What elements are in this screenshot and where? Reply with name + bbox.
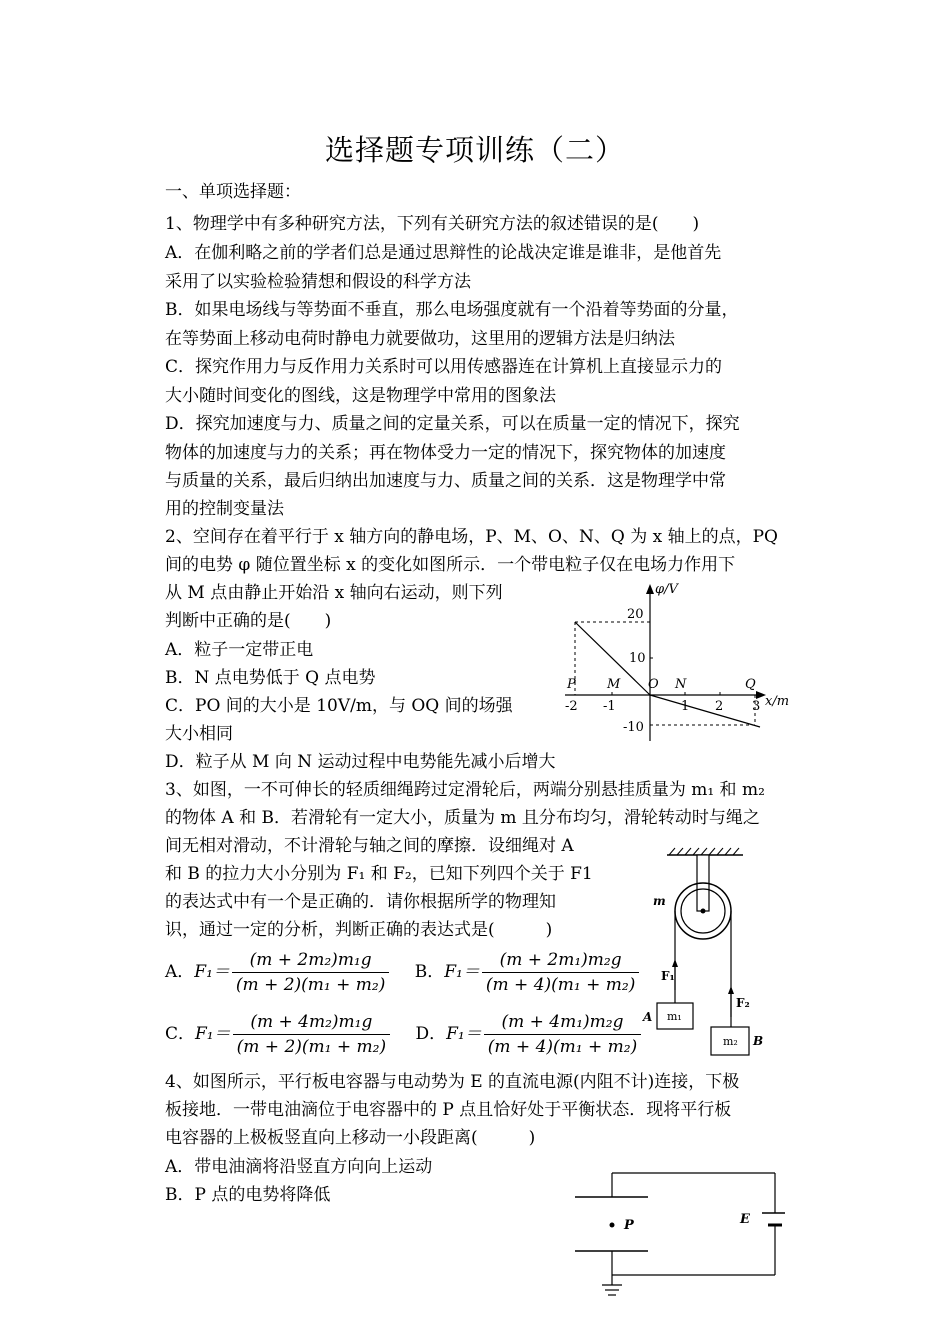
q3-option-b-label: B． [414,962,445,982]
q1-option-d-cont1: 物体的加速度与力的关系；再在物体受力一定的情况下，探究物体的加速度 [165,443,726,463]
y-tick-20: 20 [627,607,644,622]
q4-option-b: B．P 点的电势将降低 [165,1185,331,1205]
x-tick-neg1: -1 [603,699,616,714]
page-title: 选择题专项训练（二） [324,133,625,167]
q3-option-b-denominator: (m + 4)(m₁ + m₂) [485,975,636,995]
x-tick-3: 3 [752,699,761,714]
q3-stem-4: 和 B 的拉力大小分别为 F₁ 和 F₂，已知下列四个关于 F1 [165,864,593,884]
q2-option-a: A．粒子一定带正电 [165,640,314,660]
q3-option-a-fraction [232,950,389,995]
q3-options-row-1 [165,950,641,995]
point-m-label: M [607,677,621,692]
capacitor-circuit-diagram [570,1165,785,1305]
q1-option-a: A．在伽利略之前的学者们总是通过思辩性的论战决定谁是谁非，是他首先 [165,243,722,263]
q3-option-b-fraction [482,950,639,995]
f1-label: F₁ [661,969,675,983]
f2-label: F₂ [736,996,750,1010]
q2-option-c-cont: 大小相同 [165,724,233,744]
block-b-label: B [753,1034,764,1048]
block-a-mass: m₁ [667,1010,682,1023]
q1-stem: 1、物理学中有多种研究方法，下列有关研究方法的叙述错误的是( ) [165,214,700,234]
q1-option-a-cont: 采用了以实验检验猜想和假设的科学方法 [165,272,471,292]
q3-option-c-lhs: F₁＝ [195,1024,231,1044]
q3-option-c [165,1012,392,1057]
block-b-mass: m₂ [723,1035,738,1048]
q1-option-c-cont: 大小随时间变化的图线，这是物理学中常用的图象法 [165,386,556,406]
q3-stem-1: 3、如图，一不可伸长的轻质细绳跨过定滑轮后，两端分别悬挂质量为 m₁ 和 m₂ [165,780,765,800]
q3-options-row-2 [165,1012,643,1057]
q3-option-a-numerator: (m + 2m₂)m₁g [232,950,389,973]
q3-option-d-label: D． [415,1024,447,1044]
potential-graph [555,578,795,748]
q1-option-d-cont3: 用的控制变量法 [165,499,284,519]
q3-option-d-numerator: (m + 4m₁)m₂g [484,1012,641,1035]
q1-option-d: D．探究加速度与力、质量之间的定量关系，可以在质量一定的情况下，探究 [165,414,740,434]
q3-option-a-denominator: (m + 2)(m₁ + m₂) [235,975,386,995]
x-tick-neg2: -2 [565,699,578,714]
q3-option-d-denominator: (m + 4)(m₁ + m₂) [487,1037,638,1057]
q3-option-d-fraction [484,1012,641,1057]
q3-stem-6: 识，通过一定的分析，判断正确的表达式是( ) [165,920,553,940]
q3-option-d-lhs: F₁＝ [446,1024,482,1044]
q3-option-b [415,950,642,995]
q2-option-b: B．N 点电势低于 Q 点电势 [165,668,376,688]
point-q-label: Q [745,677,756,692]
q1-option-c: C．探究作用力与反作用力关系时可以用传感器连在计算机上直接显示力的 [165,357,723,377]
q3-option-d [416,1012,644,1057]
y-tick-10: 10 [629,651,646,666]
block-a-label: A [643,1010,653,1024]
section-heading: 一、单项选择题： [165,182,301,202]
x-tick-2: 2 [715,699,724,714]
emf-label: E [740,1212,750,1227]
q1-option-d-cont2: 与质量的关系，最后归纳出加速度与力、质量之间的关系．这是物理学中常 [165,471,726,491]
q3-stem-2: 的物体 A 和 B．若滑轮有一定大小，质量为 m 且分布均匀，滑轮转动时与绳之 [165,808,760,828]
point-o-label: O [648,677,659,692]
q4-option-a: A．带电油滴将沿竖直方向向上运动 [165,1157,433,1177]
q3-option-b-lhs: F₁＝ [444,962,480,982]
q3-stem-3: 间无相对滑动，不计滑轮与轴之间的摩擦．设细绳对 A [165,836,574,856]
q3-option-c-label: C． [165,1024,196,1044]
x-axis-label: x/m [765,694,790,709]
point-p-label: P [624,1218,634,1233]
y-tick-neg10: -10 [623,720,644,735]
point-p-label: P [567,677,576,692]
q2-option-c: C．PO 间的大小是 10V/m，与 OQ 间的场强 [165,696,513,716]
q2-stem-4: 判断中正确的是( ) [165,611,332,631]
q3-option-a-lhs: F₁＝ [194,962,230,982]
point-n-label: N [675,677,687,692]
q4-stem-2: 板接地．一带电油滴位于电容器中的 P 点且恰好处于平衡状态．现将平行板 [165,1100,732,1120]
x-tick-1: 1 [681,699,690,714]
q3-option-c-numerator: (m + 4m₂)m₁g [233,1012,390,1035]
q2-stem-3: 从 M 点由静止开始沿 x 轴向右运动，则下列 [165,583,503,603]
pulley-mass-label: m [653,894,666,908]
q3-option-c-fraction [233,1012,390,1057]
q4-stem-3: 电容器的上极板竖直向上移动一小段距离( ) [165,1128,536,1148]
q3-stem-5: 的表达式中有一个是正确的．请你根据所学的物理知 [165,892,556,912]
q1-option-b-cont: 在等势面上移动电荷时静电力就要做功，这里用的逻辑方法是归纳法 [165,329,675,349]
y-axis-label: φ/V [655,582,678,597]
q3-option-b-numerator: (m + 2m₁)m₂g [482,950,639,973]
q4-stem-1: 4、如图所示，平行板电容器与电动势为 E 的直流电源(内阻不计)连接，下极 [165,1072,740,1092]
q3-option-a [165,950,391,995]
q2-stem-2: 间的电势 φ 随位置坐标 x 的变化如图所示．一个带电粒子仅在电场力作用下 [165,555,736,575]
q2-option-d: D．粒子从 M 向 N 运动过程中电势能先减小后增大 [165,752,556,772]
q3-option-c-denominator: (m + 2)(m₁ + m₂) [236,1037,387,1057]
q3-option-a-label: A． [165,962,195,982]
pulley-diagram [635,845,765,1060]
q2-stem-1: 2、空间存在着平行于 x 轴方向的静电场，P、M、O、N、Q 为 x 轴上的点，PQ [165,527,778,547]
q1-option-b: B．如果电场线与等势面不垂直，那么电场强度就有一个沿着等势面的分量， [165,300,739,320]
